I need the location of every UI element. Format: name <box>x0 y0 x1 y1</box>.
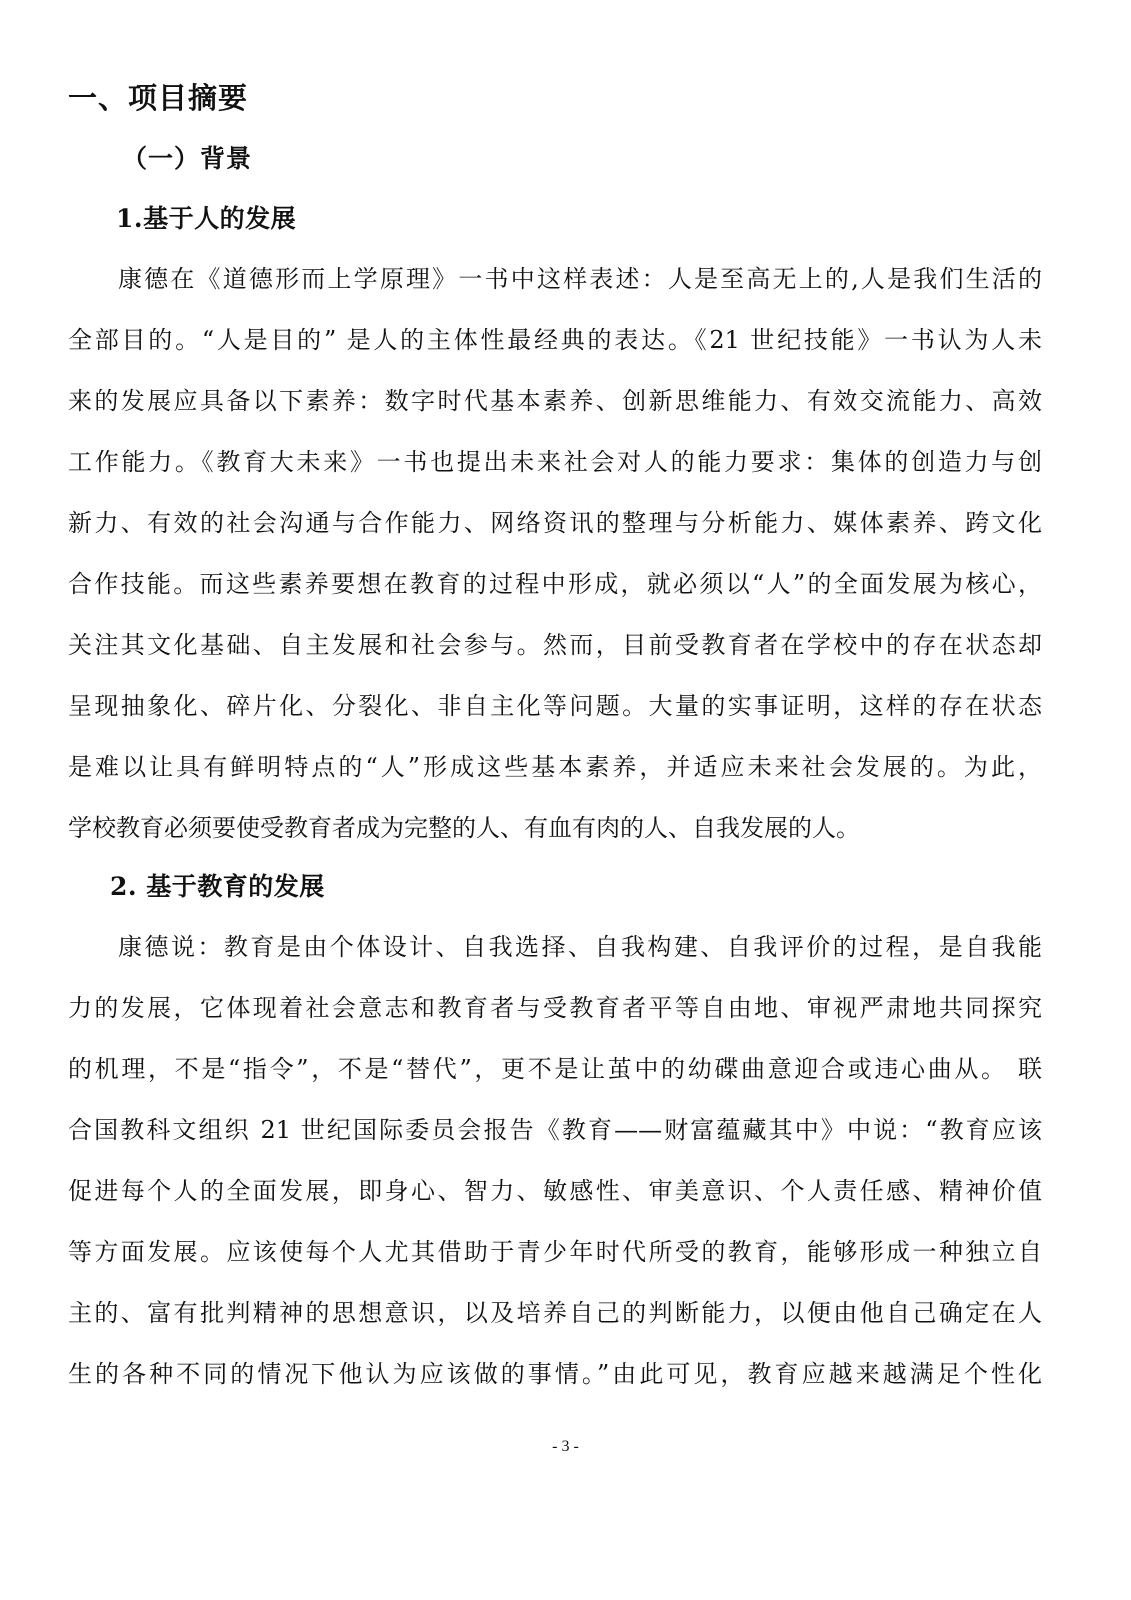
paragraph-line: 康德说：教育是由个体设计、自我选择、自我构建、自我评价的过程，是自我能 <box>118 933 1042 961</box>
heading-background: （一）背景 <box>122 144 253 173</box>
paragraph-line: 合作技能。而这些素养要想在教育的过程中形成，就必须以“人”的全面发展为核心， <box>68 570 1042 598</box>
paragraph-line: 来的发展应具备以下素养：数字时代基本素养、创新思维能力、有效交流能力、高效 <box>68 387 1042 415</box>
paragraph-line: 的机理，不是“指令”，不是“替代”，更不是让茧中的幼碟曲意迎合或违心曲从。 联 <box>68 1055 1042 1083</box>
section-title-human-development: 1.基于人的发展 <box>116 204 297 233</box>
paragraph-line: 生的各种不同的情况下他认为应该做的事情。”由此可见，教育应越来越满足个性化 <box>68 1360 1042 1388</box>
heading-project-summary: 一、项目摘要 <box>68 81 249 115</box>
paragraph-line: 合国教科文组织 21 世纪国际委员会报告《教育——财富蕴藏其中》中说：“教育应该 <box>68 1116 1042 1144</box>
paragraph-line: 力的发展，它体现着社会意志和教育者与受教育者平等自由地、审视严肃地共同探究 <box>68 994 1042 1022</box>
paragraph-line: 主的、富有批判精神的思想意识，以及培养自己的判断能力，以便由他自己确定在人 <box>68 1299 1042 1327</box>
paragraph-line: 新力、有效的社会沟通与合作能力、网络资讯的整理与分析能力、媒体素养、跨文化 <box>68 509 1042 537</box>
paragraph-line: 促进每个人的全面发展，即身心、智力、敏感性、审美意识、个人责任感、精神价值 <box>68 1177 1042 1205</box>
section1-body <box>68 249 1042 859</box>
paragraph-line: 呈现抽象化、碎片化、分裂化、非自主化等问题。大量的实事证明，这样的存在状态 <box>68 692 1042 720</box>
page-number: - 3 - <box>552 1438 579 1455</box>
section2-body <box>68 917 1042 1405</box>
paragraph-line: 等方面发展。应该使每个人尤其借助于青少年时代所受的教育，能够形成一种独立自 <box>68 1238 1042 1266</box>
paragraph-line: 关注其文化基础、自主发展和社会参与。然而，目前受教育者在学校中的存在状态却 <box>68 631 1042 659</box>
section-title-education-development: 2. 基于教育的发展 <box>110 872 325 901</box>
paragraph-line: 全部目的。“人是目的” 是人的主体性最经典的表达。《21 世纪技能》一书认为人未 <box>68 326 1042 354</box>
paragraph-line: 学校教育必须要使受教育者成为完整的人、有血有肉的人、自我发展的人。 <box>68 814 860 842</box>
paragraph-line: 康德在《道德形而上学原理》一书中这样表述：人是至高无上的,人是我们生活的 <box>118 265 1042 293</box>
paragraph-line: 是难以让具有鲜明特点的“人”形成这些基本素养，并适应未来社会发展的。为此， <box>68 753 1042 781</box>
paragraph-line: 工作能力。《教育大未来》一书也提出未来社会对人的能力要求：集体的创造力与创 <box>68 448 1042 476</box>
